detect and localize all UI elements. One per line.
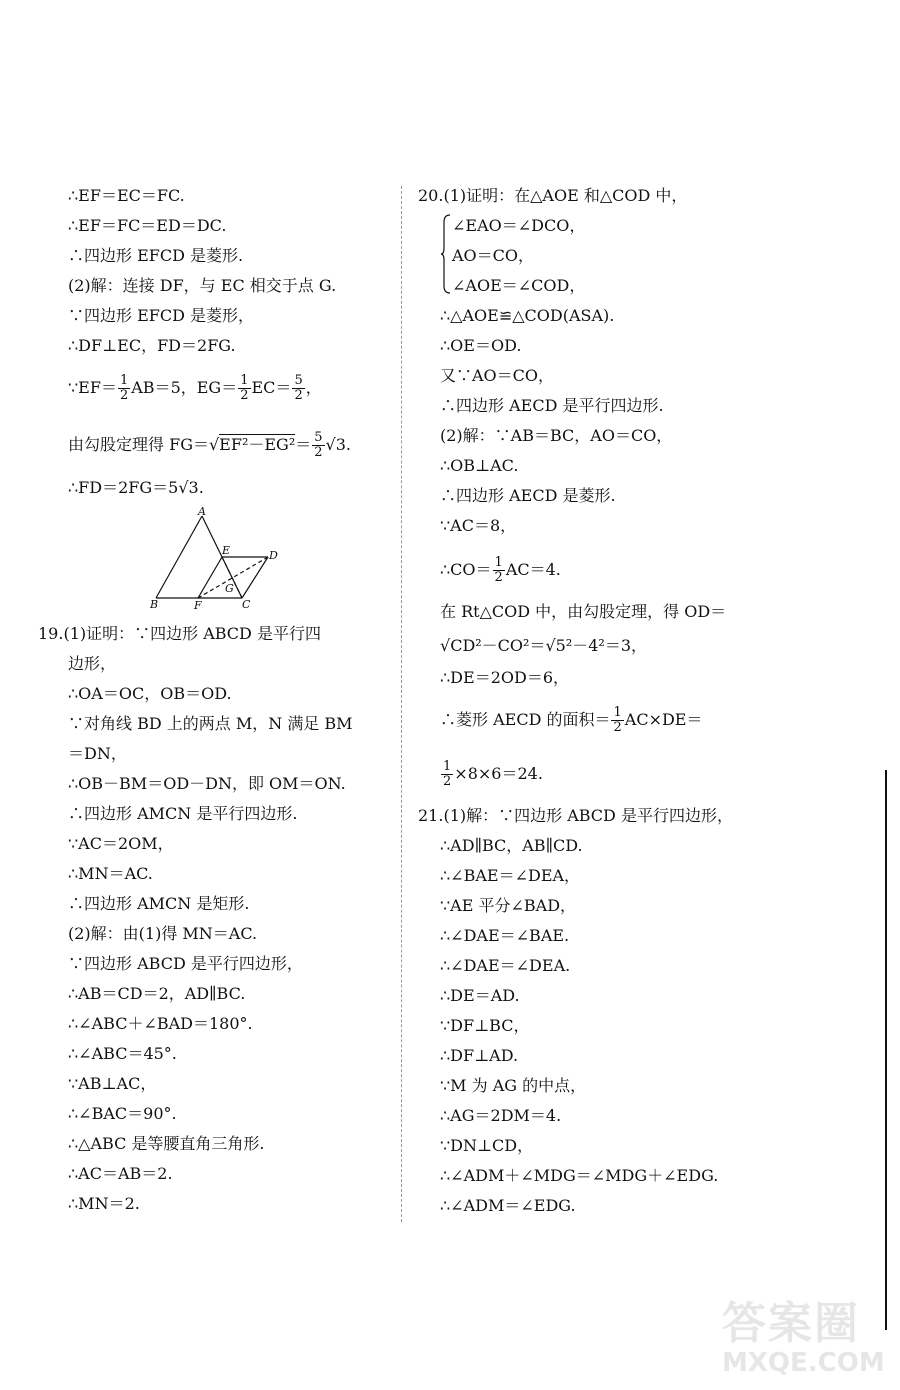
text-line: [68, 924, 257, 944]
line-text: ∠AOE＝∠COD，: [452, 276, 586, 295]
fraction: [312, 431, 324, 460]
line-text: ∴OB－BM＝OD－DN，即 OM＝ON.: [68, 774, 346, 793]
text-line: [68, 1134, 265, 1154]
label-D: D: [269, 549, 278, 562]
fraction-denominator: 2: [314, 445, 323, 460]
line-text: AO＝CO，: [452, 246, 535, 265]
line-text: ∴MN＝2.: [68, 1194, 140, 1213]
system-brace: [441, 214, 451, 294]
text-line: [68, 1104, 177, 1124]
line-text: ∵AE 平分∠BAD，: [440, 896, 577, 915]
line-text: ∴FD＝2FG＝5√3.: [68, 478, 204, 497]
line-text: 在 Rt△COD 中，由勾股定理，得 OD＝: [440, 602, 727, 621]
line-text: ∴AB＝CD＝2，AD∥BC.: [68, 984, 246, 1003]
text-line: [68, 954, 303, 974]
column-divider: [401, 186, 402, 1222]
text-line: [440, 336, 521, 356]
line-text: ∴EF＝FC＝ED＝DC.: [68, 216, 227, 235]
line-text: ∴△ABC 是等腰直角三角形.: [68, 1134, 265, 1153]
text-line: [440, 396, 664, 416]
line-text: ∴∠ABC＋∠BAD＝180°.: [68, 1014, 253, 1033]
text-line: [68, 276, 336, 296]
radicand: EF²－EG²: [219, 435, 296, 454]
text-line: [440, 1166, 718, 1186]
fraction-numerator: 1: [443, 759, 452, 774]
line-text: √CD²－CO²＝√5²－4²＝3，: [440, 636, 648, 655]
text-line: [68, 1164, 173, 1184]
line-text: 又∵AO＝CO，: [440, 366, 555, 385]
line-text: ∴△AOE≌△COD(ASA).: [440, 306, 615, 325]
line-text: ＝DN，: [68, 744, 127, 763]
line-text: ×8×6＝24.: [454, 764, 543, 783]
text-line: [68, 804, 297, 824]
line-text: ∴∠BAC＝90°.: [68, 1104, 177, 1123]
text-line: [68, 984, 245, 1004]
line-text: ∠EAO＝∠DCO，: [452, 216, 586, 235]
text-line: [68, 336, 236, 356]
text-line: [440, 1046, 518, 1066]
fraction-denominator: 2: [294, 388, 303, 403]
line-text: ∵四边形 EFCD 是菱形，: [68, 306, 255, 325]
fraction: [118, 374, 130, 403]
text-line: [452, 216, 585, 236]
page-edge-line: [885, 770, 887, 1330]
text-line: [68, 216, 226, 236]
line-text: ∴DF⊥EC，FD＝2FG.: [68, 336, 236, 355]
line-text: ∵DN⊥CD，: [440, 1136, 534, 1155]
text-line: [418, 806, 733, 826]
text-line: [440, 926, 569, 946]
text-line: [440, 896, 576, 916]
line-text: 19.(1)证明：∵四边形 ABCD 是平行四: [38, 624, 321, 643]
line-text: ∴DE＝AD.: [440, 986, 520, 1005]
line-text: ∵AC＝2OM，: [68, 834, 174, 853]
text-line: [440, 668, 569, 688]
line-text: ∵DF⊥BC，: [440, 1016, 530, 1035]
line-text: EC＝: [251, 378, 292, 397]
label-C: C: [242, 598, 251, 611]
line-text: ＝: [295, 435, 312, 454]
line-text: ∵对角线 BD 上的两点 M，N 满足 BM: [68, 714, 353, 733]
line-text: ∴MN＝AC.: [68, 864, 153, 883]
fraction-numerator: 1: [240, 373, 249, 388]
label-G: G: [225, 582, 234, 595]
text-line: [440, 1106, 561, 1126]
text-line: [440, 306, 614, 326]
text-line: [68, 684, 232, 704]
line-text: ∴∠ADM＋∠MDG＝∠MDG＋∠EDG.: [440, 1166, 719, 1185]
text-line: [440, 426, 672, 446]
text-line: [440, 366, 554, 386]
line-text: ∴四边形 AMCN 是平行四边形.: [68, 804, 298, 823]
line-text: ∴DE＝2OD＝6，: [440, 668, 569, 687]
line-text: ∴四边形 AECD 是菱形.: [440, 486, 616, 505]
text-line: [440, 556, 561, 585]
fraction: [238, 374, 250, 403]
fraction: [493, 556, 505, 585]
line-text: ，: [305, 378, 322, 397]
line-text: ∴∠ADM＝∠EDG.: [440, 1196, 576, 1215]
line-text: ∴OA＝OC，OB＝OD.: [68, 684, 232, 703]
text-line: [68, 834, 174, 854]
fraction-numerator: 5: [314, 430, 323, 445]
text-line: [68, 306, 254, 326]
line-text: ∴∠ABC＝45°.: [68, 1044, 177, 1063]
text-line: [68, 478, 204, 498]
line-text: ∴OE＝OD.: [440, 336, 522, 355]
text-line: [68, 1014, 253, 1034]
line-text: ∴四边形 EFCD 是菱形.: [68, 246, 244, 265]
line-text: ∴四边形 AECD 是平行四边形.: [440, 396, 664, 415]
text-line: [68, 714, 353, 734]
text-line: [440, 1136, 533, 1156]
text-line: [68, 431, 351, 460]
text-line: [68, 864, 153, 884]
line-text: ∴AD∥BC，AB∥CD.: [440, 836, 583, 855]
text-line: [452, 276, 585, 296]
text-line: [440, 516, 516, 536]
line-text: (2)解：由(1)得 MN＝AC.: [68, 924, 258, 943]
line-text: ∵四边形 ABCD 是平行四边形，: [68, 954, 303, 973]
line-text: AC×DE＝: [624, 710, 703, 729]
line-text: ∵M 为 AG 的中点，: [440, 1076, 587, 1095]
fraction-denominator: 2: [494, 570, 503, 585]
text-line: [440, 1016, 529, 1036]
text-line: [68, 774, 346, 794]
text-line: [440, 486, 616, 506]
line-text: ∴菱形 AECD 的面积＝: [440, 710, 611, 729]
fraction: [611, 706, 623, 735]
fraction-numerator: 1: [494, 555, 503, 570]
watermark-text: 答案圈: [722, 1298, 860, 1349]
fraction-numerator: 1: [119, 373, 129, 388]
line-text: ∴AC＝AB＝2.: [68, 1164, 173, 1183]
line-text: AC＝4.: [505, 560, 561, 579]
text-line: [418, 186, 687, 206]
watermark-logo: [722, 1300, 892, 1386]
text-line: [68, 744, 127, 764]
line-text: √3.: [325, 435, 352, 454]
text-line: [440, 836, 583, 856]
text-line: [440, 456, 518, 476]
line-text: ∵AC＝8，: [440, 516, 517, 535]
line-text: ∵EF＝: [68, 378, 117, 397]
text-line: [440, 636, 647, 656]
text-line: [440, 986, 520, 1006]
line-text: 边形，: [68, 654, 117, 673]
fraction-denominator: 2: [119, 388, 129, 403]
fraction: [441, 760, 453, 789]
text-line: [68, 1074, 156, 1094]
fraction-denominator: 2: [443, 774, 452, 789]
text-line: [68, 894, 249, 914]
text-line: [440, 866, 580, 886]
text-line: [38, 624, 321, 644]
text-line: [440, 760, 543, 789]
line-text: ∴CO＝: [440, 560, 492, 579]
text-line: [68, 374, 322, 403]
line-text: 由勾股定理得 FG＝√: [68, 435, 220, 454]
label-F: F: [194, 599, 202, 612]
fraction-numerator: 1: [613, 705, 622, 720]
line-text: AB＝5，EG＝: [131, 378, 238, 397]
label-B: B: [150, 598, 159, 611]
text-line: [68, 1194, 140, 1214]
line-text: 20.(1)证明：在△AOE 和△COD 中，: [418, 186, 688, 205]
fraction-denominator: 2: [613, 720, 622, 735]
label-E: E: [222, 544, 231, 557]
line-text: ∴EF＝EC＝FC.: [68, 186, 185, 205]
text-line: [440, 956, 570, 976]
watermark-url: MXQE.COM: [722, 1348, 885, 1378]
line-text: ∴∠DAE＝∠BAE.: [440, 926, 570, 945]
text-line: [68, 654, 116, 674]
text-line: [440, 1076, 586, 1096]
line-text: ∵AB⊥AC，: [68, 1074, 157, 1093]
line-text: (2)解：∵AB＝BC，AO＝CO，: [440, 426, 673, 445]
label-A: A: [198, 506, 206, 518]
fraction-denominator: 2: [240, 388, 249, 403]
line-text: 21.(1)解：∵四边形 ABCD 是平行四边形，: [418, 806, 733, 825]
text-line: [68, 1044, 177, 1064]
text-line: [68, 186, 185, 206]
line-text: (2)解：连接 DF，与 EC 相交于点 G.: [68, 276, 337, 295]
fraction-numerator: 5: [294, 373, 303, 388]
line-text: ∴∠DAE＝∠DEA.: [440, 956, 571, 975]
line-text: ∴DF⊥AD.: [440, 1046, 519, 1065]
text-line: [68, 246, 243, 266]
text-line: [440, 1196, 576, 1216]
line-text: ∴∠BAE＝∠DEA，: [440, 866, 581, 885]
text-line: [440, 706, 702, 735]
fraction: [292, 374, 304, 403]
text-line: [440, 602, 726, 622]
line-text: ∴四边形 AMCN 是矩形.: [68, 894, 250, 913]
text-line: [452, 246, 534, 266]
geometry-figure: [140, 506, 280, 612]
line-text: ∴OB⊥AC.: [440, 456, 519, 475]
line-text: ∴AG＝2DM＝4.: [440, 1106, 562, 1125]
